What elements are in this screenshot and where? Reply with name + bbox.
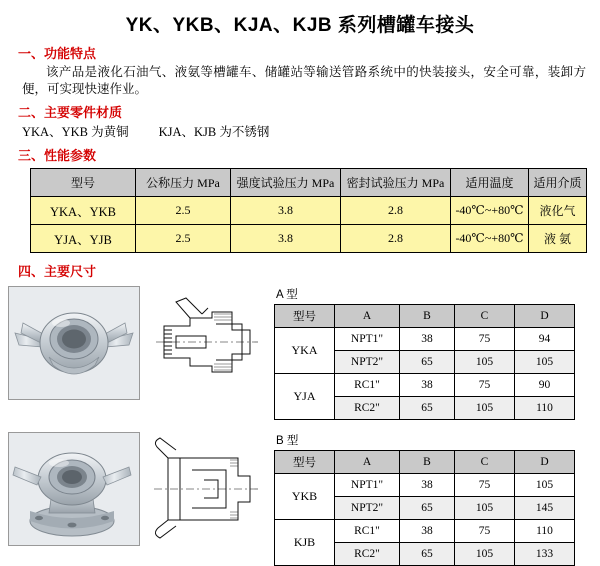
dim-cell: 75 [455, 374, 515, 397]
dim-cell: 90 [515, 374, 575, 397]
dim-cell: 105 [515, 351, 575, 374]
perf-header-cell: 强度试验压力 MPa [231, 169, 341, 197]
dim-header-cell: A [335, 305, 400, 328]
dimension-table-wrap-a [274, 286, 592, 420]
document-page [0, 10, 600, 560]
photo-coupling-b [8, 432, 140, 546]
perf-cell: -40℃~+80℃ [451, 197, 529, 225]
features-paragraph: 该产品是液化石油气、液氨等槽罐车、储罐站等输送管路系统中的快装接头，安全可靠，装卸方便，可实现快速作业。 [22, 65, 586, 96]
perf-cell: 液 氨 [529, 225, 587, 253]
dim-cell: RC1" [335, 520, 400, 543]
dim-header-cell: D [515, 305, 575, 328]
table-row [31, 225, 587, 253]
dimension-table-b [274, 450, 575, 566]
dimension-block-b [8, 432, 592, 566]
dim-cell: NPT1" [335, 474, 400, 497]
table-row [31, 197, 587, 225]
type-label-b: B 型 [276, 435, 299, 447]
table-header-row [31, 169, 587, 197]
table-row [275, 520, 575, 543]
dim-cell: 110 [515, 397, 575, 420]
section-heading-material: 二、主要零件材质 [18, 105, 123, 120]
dim-header-cell: D [515, 451, 575, 474]
dim-model-cell: YJA [275, 374, 335, 420]
dimension-table-a [274, 304, 575, 420]
dim-cell: 65 [400, 497, 455, 520]
dim-cell: 38 [400, 520, 455, 543]
table-header-row [275, 305, 575, 328]
dim-cell: 38 [400, 374, 455, 397]
dim-cell: 75 [455, 520, 515, 543]
dim-cell: 75 [455, 328, 515, 351]
dim-cell: NPT2" [335, 497, 400, 520]
dim-cell: 38 [400, 328, 455, 351]
perf-cell: 3.8 [231, 197, 341, 225]
dim-model-cell: KJB [275, 520, 335, 566]
perf-cell: YJA、YJB [31, 225, 136, 253]
performance-table [30, 168, 587, 253]
table-row [275, 474, 575, 497]
dim-cell: 145 [515, 497, 575, 520]
dim-header-cell: 型号 [275, 451, 335, 474]
material-line [22, 123, 592, 141]
dim-cell: NPT2" [335, 351, 400, 374]
table-row [275, 374, 575, 397]
dimension-block-a [8, 286, 592, 420]
dimension-table-wrap-b [274, 432, 592, 566]
dim-cell: 38 [400, 474, 455, 497]
section-heading-features: 一、功能特点 [18, 46, 97, 61]
dim-cell: 105 [455, 543, 515, 566]
dim-cell: 65 [400, 543, 455, 566]
perf-cell: 2.5 [136, 197, 231, 225]
dim-cell: 75 [455, 474, 515, 497]
dim-cell: 133 [515, 543, 575, 566]
dim-cell: 105 [455, 351, 515, 374]
block-spacer [8, 420, 592, 426]
dim-model-cell: YKB [275, 474, 335, 520]
dim-cell: NPT1" [335, 328, 400, 351]
dim-cell: RC1" [335, 374, 400, 397]
page-title: YK、YKB、KJA、KJB 系列槽罐车接头 [125, 15, 475, 36]
dim-cell: 105 [455, 397, 515, 420]
dim-cell: 65 [400, 397, 455, 420]
dim-cell: 65 [400, 351, 455, 374]
perf-cell: YKA、YKB [31, 197, 136, 225]
perf-cell: -40℃~+80℃ [451, 225, 529, 253]
dim-model-cell: YKA [275, 328, 335, 374]
dim-header-cell: 型号 [275, 305, 335, 328]
table-row [275, 328, 575, 351]
dim-cell: 110 [515, 520, 575, 543]
dim-cell: RC2" [335, 543, 400, 566]
material-left-text: YKA、YKB 为黄铜 [22, 125, 129, 139]
dim-header-cell: B [400, 451, 455, 474]
perf-cell: 3.8 [231, 225, 341, 253]
type-label-a: A 型 [276, 289, 298, 301]
perf-header-cell: 型号 [31, 169, 136, 197]
table-header-row [275, 451, 575, 474]
dim-header-cell: B [400, 305, 455, 328]
dim-header-cell: C [455, 451, 515, 474]
perf-header-cell: 公称压力 MPa [136, 169, 231, 197]
dim-cell: RC2" [335, 397, 400, 420]
dim-cell: 94 [515, 328, 575, 351]
perf-cell: 2.8 [341, 225, 451, 253]
drawing-coupling-b [146, 432, 266, 544]
section-heading-performance: 三、性能参数 [18, 148, 97, 163]
section-heading-dimensions: 四、主要尺寸 [18, 264, 97, 279]
perf-cell: 2.5 [136, 225, 231, 253]
perf-header-cell: 密封试验压力 MPa [341, 169, 451, 197]
perf-cell: 2.8 [341, 197, 451, 225]
dim-cell: 105 [455, 497, 515, 520]
perf-header-cell: 适用温度 [451, 169, 529, 197]
drawing-coupling-a [146, 286, 266, 398]
material-right-text: KJA、KJB 为不锈钢 [158, 125, 270, 139]
perf-header-cell: 适用介质 [529, 169, 587, 197]
dim-cell: 105 [515, 474, 575, 497]
dim-header-cell: C [455, 305, 515, 328]
dim-header-cell: A [335, 451, 400, 474]
photo-coupling-a [8, 286, 140, 400]
perf-cell: 液化气 [529, 197, 587, 225]
